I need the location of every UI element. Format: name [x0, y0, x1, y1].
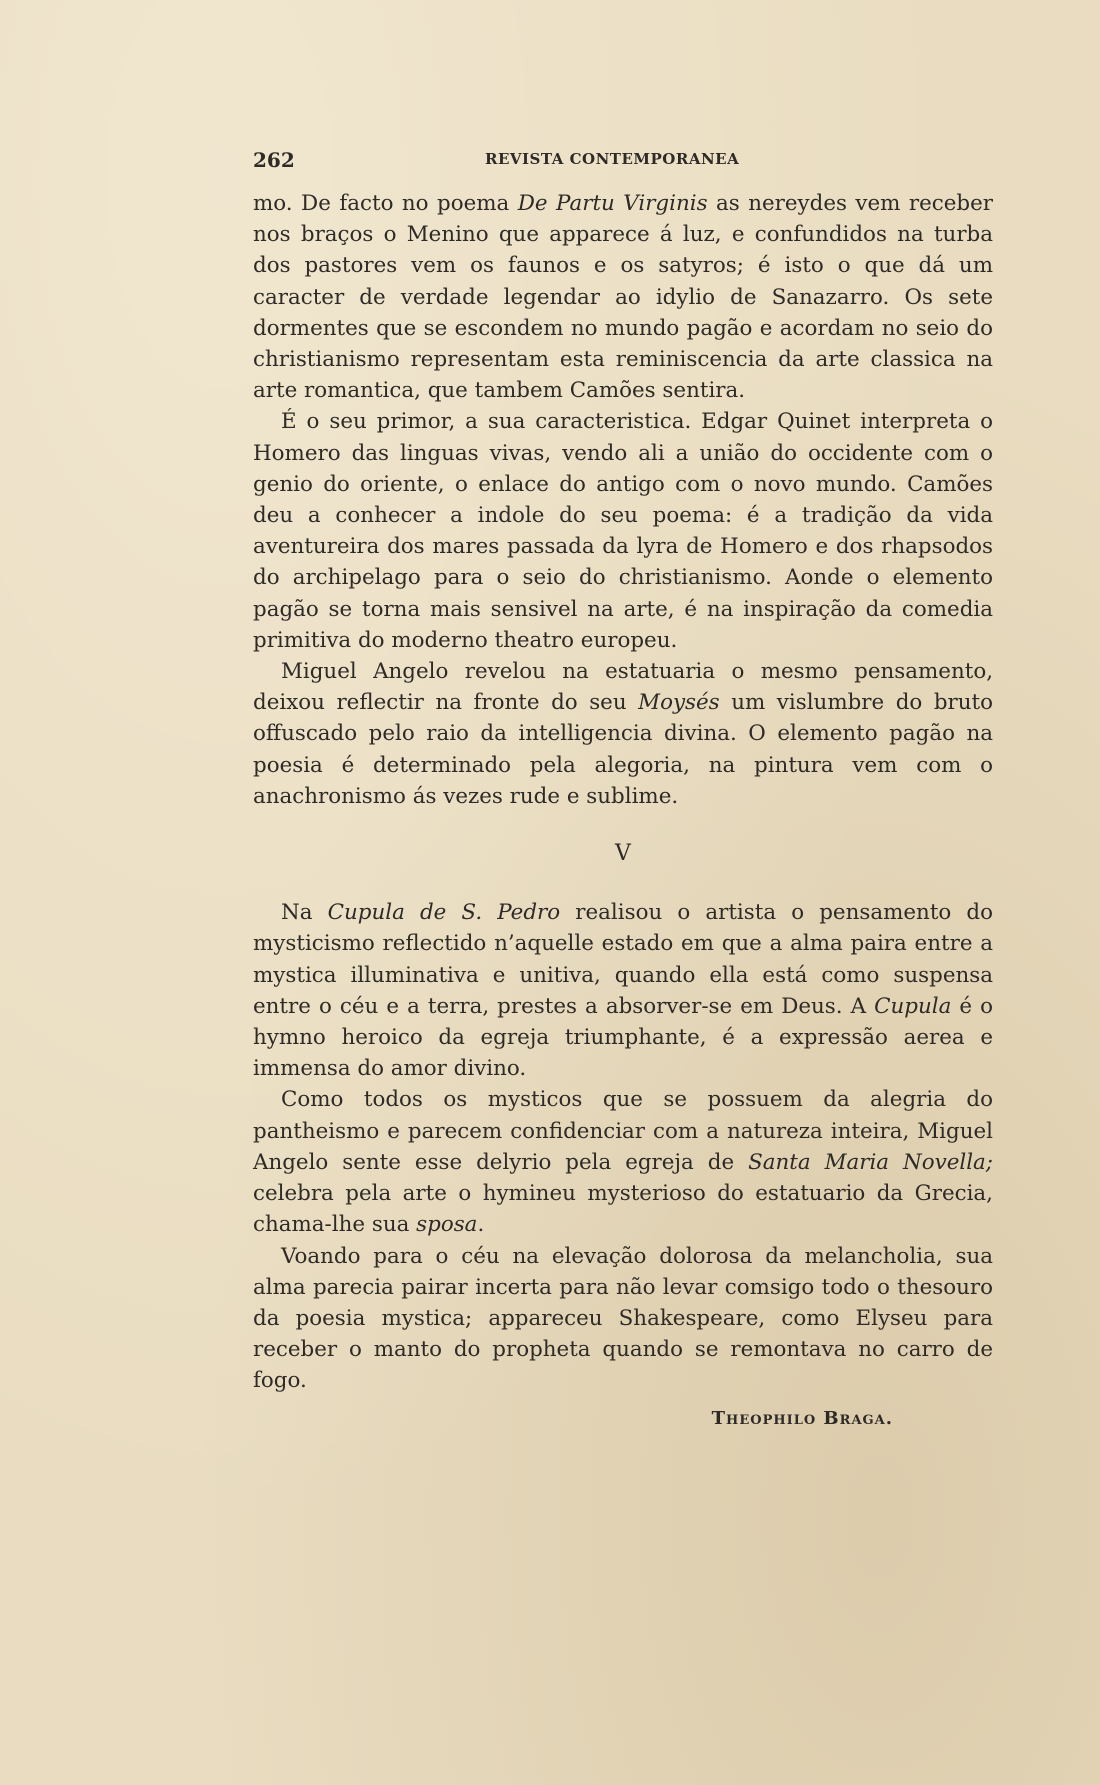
book-page [253, 148, 993, 1434]
italic-cupula: Cupula [874, 993, 952, 1019]
author-signature: Theophilo Braga. [711, 1407, 893, 1429]
italic-title-de-partu-virginis: De Partu Virginis [517, 191, 708, 216]
italic-sposa: sposa [416, 1212, 478, 1238]
paragraph-1: mo. De facto no poema De Partu Virginis as nereydes vem receber nos braços o Menino que apparece á luz, e confundidos na turba dos pastores vem os faunos e os satyros; é isto o que dá um caracter de verdade legendar ao idylio de Sanazarro. Os sete dormentes que se escondem no mundo pagão e acordam no seio do christianismo representam esta reminiscencia da arte classica na arte romantica, que tambem Camões sentira. [253, 191, 994, 404]
paragraph-5: Como todos os mysticos que se possuem da alegria do pantheismo e parecem confidenciar com a natureza inteira, Miguel Angelo sente esse delyrio pela egreja de Santa Maria Novella; celebra pela arte o hymineu mysterioso do estatuario da Grecia, chama-lhe sua sposa. [253, 1087, 993, 1238]
body-text [253, 188, 993, 1434]
italic-santa-maria-novella: Santa Maria Novella; [748, 1149, 993, 1175]
paragraph-3: Miguel Angelo revelou na estatuaria o mesmo pensamento, deixou reflectir na fronte do seu Moysés um vislumbre do bruto offuscado pelo raio da intelligencia divina. O elemento pagão na poesia é determinado pela alegoria, na pintura vem com o anachronismo ás vezes rude e sublime. [253, 659, 993, 809]
paragraph-4: Na Cupula de S. Pedro realisou o artista o pensamento do mysticismo reflectido n’aquelle estado em que a alma paira entre a mystica illuminativa e unitiva, quando ella está como suspensa entre o céu e a terra, prestes a absorver-se em Deus. A Cupula é o hymno heroico da egreja triumphante, é a expressão aerea e immensa do amor divino. [253, 900, 993, 1082]
section-heading: V [615, 841, 631, 867]
italic-cupula-de-s-pedro: Cupula de S. Pedro [327, 900, 561, 926]
running-title: REVISTA CONTEMPORANEA [485, 150, 740, 168]
page-number: 262 [253, 148, 295, 172]
paragraph-6: Voando para o céu na elevação dolorosa da melancholia, sua alma parecia pairar incerta para não levar comsigo todo o thesouro da poesia mystica; appareceu Shakespeare, como Elyseu para receber o manto do propheta quando se remontava no carro de fogo. [253, 1243, 993, 1394]
italic-moyses: Moysés [638, 690, 720, 716]
page-header [253, 148, 993, 174]
paragraph-2: É o seu primor, a sua caracteristica. Edgar Quinet interpreta o Homero das linguas vivas, vendo ali a união do occidente com o genio do oriente, o enlace do antigo com o novo mundo. Camões deu a conhecer a indole do seu poema: é a tradição da vida aventureira dos mares passada da lyra de Homero e dos rhapsodos do archipelago para o seio do christianismo. Aonde o elemento pagão se torna mais sensivel na arte, é na inspiração da comedia primitiva do moderno theatro europeu. [253, 409, 993, 653]
